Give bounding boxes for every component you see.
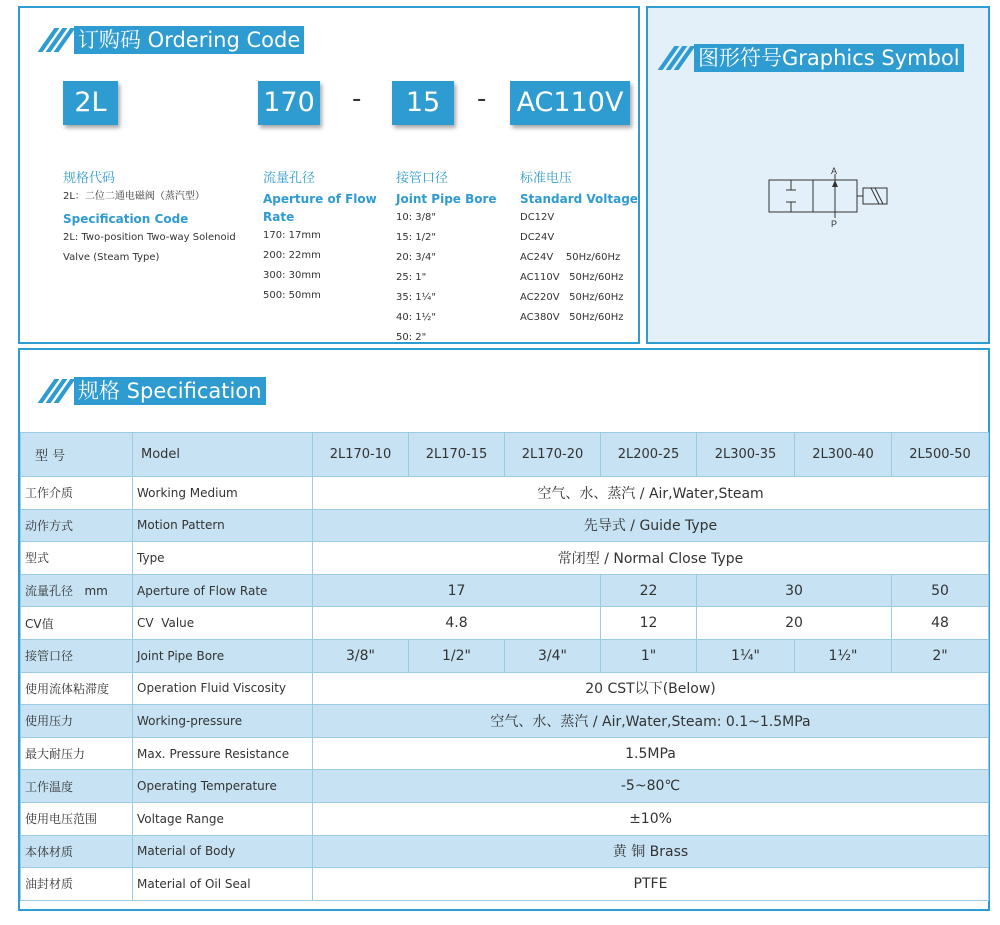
pipe-line: 40: 1½" — [396, 312, 436, 323]
row-value: 17 — [313, 574, 601, 607]
specification-title-text: 规格 Specification — [74, 377, 266, 405]
voltage-line: AC220V 50Hz/60Hz — [520, 292, 624, 303]
row-value: 20 — [697, 607, 892, 640]
row-value: 50 — [892, 574, 989, 607]
row-value: 1½" — [795, 639, 892, 672]
table-row — [21, 868, 989, 901]
table-row — [21, 509, 989, 542]
table-row — [21, 542, 989, 575]
row-value: 4.8 — [313, 607, 601, 640]
row-cn: CV值 — [21, 607, 133, 640]
pipe-line: 10: 3/8" — [396, 212, 436, 223]
slash-decor-icon — [36, 379, 70, 403]
flow-line: 200: 22mm — [263, 250, 321, 261]
table-row — [21, 607, 989, 640]
flow-cn-head: 流量孔径 — [263, 171, 316, 186]
row-en: Material of Oil Seal — [133, 868, 313, 901]
row-cn: 工作介质 — [21, 477, 133, 510]
table-row — [21, 705, 989, 738]
flow-line: 170: 17mm — [263, 230, 321, 241]
model-cell: 2L170-20 — [505, 433, 601, 477]
table-row — [21, 770, 989, 803]
code-box-spec: 2L — [63, 81, 118, 125]
row-value: 1/2" — [409, 639, 505, 672]
row-en: Joint Pipe Bore — [133, 639, 313, 672]
row-value: 22 — [601, 574, 697, 607]
specification-table — [20, 432, 989, 901]
row-cn: 使用电压范围 — [21, 802, 133, 835]
row-value: -5~80℃ — [313, 770, 989, 803]
model-cell: 2L300-35 — [697, 433, 795, 477]
flow-en-head: Rate — [263, 210, 295, 224]
table-row — [21, 737, 989, 770]
row-value: 30 — [697, 574, 892, 607]
row-value: 2" — [892, 639, 989, 672]
table-header-row — [21, 433, 989, 477]
row-value: 3/4" — [505, 639, 601, 672]
row-cn: 使用流体粘滞度 — [21, 672, 133, 705]
row-en: CV Value — [133, 607, 313, 640]
pipe-line: 35: 1¼" — [396, 292, 436, 303]
voltage-cn-head: 标准电压 — [520, 171, 573, 186]
slash-decor-icon — [36, 28, 70, 52]
row-cn: 流量孔径 mm — [21, 574, 133, 607]
row-value: 3/8" — [313, 639, 409, 672]
row-en: Operating Temperature — [133, 770, 313, 803]
table-row — [21, 672, 989, 705]
row-en: Operation Fluid Viscosity — [133, 672, 313, 705]
model-cell: 2L500-50 — [892, 433, 989, 477]
row-value: 12 — [601, 607, 697, 640]
flow-column — [263, 167, 383, 306]
pipe-cn-head: 接管口径 — [396, 171, 449, 186]
code-box-voltage: AC110V — [510, 81, 630, 125]
row-value: 20 CST以下(Below) — [313, 672, 989, 705]
row-value: 先导式 / Guide Type — [313, 509, 989, 542]
pipe-line: 50: 2" — [396, 332, 427, 343]
flow-line: 300: 30mm — [263, 270, 321, 281]
code-dash-2: - — [477, 84, 487, 114]
code-box-pipe: 15 — [392, 81, 454, 125]
ordering-code-title — [36, 26, 304, 54]
row-en: Max. Pressure Resistance — [133, 737, 313, 770]
flow-line: 500: 50mm — [263, 290, 321, 301]
pipe-column — [396, 167, 511, 348]
row-value: ±10% — [313, 802, 989, 835]
row-cn: 工作温度 — [21, 770, 133, 803]
row-en: Working-pressure — [133, 705, 313, 738]
port-a-label: A — [831, 166, 838, 176]
voltage-line: DC24V — [520, 232, 555, 243]
header-cn: 型 号 — [21, 433, 133, 477]
voltage-column — [520, 167, 638, 328]
header-en: Model — [133, 433, 313, 477]
row-value: 1¼" — [697, 639, 795, 672]
ordering-code-title-text: 订购码 Ordering Code — [74, 26, 304, 54]
row-en: Motion Pattern — [133, 509, 313, 542]
row-cn: 油封材质 — [21, 868, 133, 901]
model-cell: 2L300-40 — [795, 433, 892, 477]
voltage-line: DC12V — [520, 212, 555, 223]
row-value: PTFE — [313, 868, 989, 901]
spec-code-column — [63, 167, 253, 268]
row-en: Voltage Range — [133, 802, 313, 835]
voltage-line: AC24V 50Hz/60Hz — [520, 252, 621, 263]
row-cn: 动作方式 — [21, 509, 133, 542]
valve-symbol-icon — [767, 164, 917, 230]
voltage-line: AC380V 50Hz/60Hz — [520, 312, 624, 323]
model-cell: 2L200-25 — [601, 433, 697, 477]
spec-code-cn-line: 2L：二位二通电磁阀（蒸汽型） — [63, 191, 205, 202]
row-value: 常闭型 / Normal Close Type — [313, 542, 989, 575]
row-en: Type — [133, 542, 313, 575]
row-cn: 使用压力 — [21, 705, 133, 738]
row-value: 空气、水、蒸汽 / Air,Water,Steam: 0.1~1.5MPa — [313, 705, 989, 738]
graphics-symbol-title — [656, 44, 964, 72]
row-value: 黄 铜 Brass — [313, 835, 989, 868]
port-p-label: P — [831, 219, 838, 229]
specification-panel — [18, 348, 990, 911]
row-en: Material of Body — [133, 835, 313, 868]
row-en: Aperture of Flow Rate — [133, 574, 313, 607]
slash-decor-icon — [656, 46, 690, 70]
table-row — [21, 639, 989, 672]
row-cn: 接管口径 — [21, 639, 133, 672]
model-cell: 2L170-15 — [409, 433, 505, 477]
row-value: 1" — [601, 639, 697, 672]
table-row — [21, 477, 989, 510]
code-dash-1: - — [352, 84, 362, 114]
pipe-line: 20: 3/4" — [396, 252, 436, 263]
pipe-en-head: Joint Pipe Bore — [396, 192, 497, 206]
voltage-en-head: Standard Voltage — [520, 192, 638, 206]
code-box-flow: 170 — [258, 81, 320, 125]
specification-title — [36, 377, 266, 405]
spec-code-en-head: Specification Code — [63, 212, 189, 226]
model-cell: 2L170-10 — [313, 433, 409, 477]
row-cn: 最大耐压力 — [21, 737, 133, 770]
graphics-symbol-title-text: 图形符号Graphics Symbol — [694, 44, 964, 72]
row-en: Working Medium — [133, 477, 313, 510]
table-row — [21, 802, 989, 835]
pipe-line: 25: 1" — [396, 272, 427, 283]
spec-code-cn-head: 规格代码 — [63, 171, 116, 186]
pipe-line: 15: 1/2" — [396, 232, 436, 243]
spec-code-line: 2L: Two-position Two-way Solenoid — [63, 232, 236, 243]
table-row — [21, 835, 989, 868]
table-row — [21, 574, 989, 607]
row-value: 空气、水、蒸汽 / Air,Water,Steam — [313, 477, 989, 510]
row-cn: 型式 — [21, 542, 133, 575]
row-value: 48 — [892, 607, 989, 640]
spec-code-line: Valve (Steam Type) — [63, 252, 160, 263]
voltage-line: AC110V 50Hz/60Hz — [520, 272, 624, 283]
row-value: 1.5MPa — [313, 737, 989, 770]
row-cn: 本体材质 — [21, 835, 133, 868]
flow-en-head: Aperture of Flow — [263, 192, 377, 206]
